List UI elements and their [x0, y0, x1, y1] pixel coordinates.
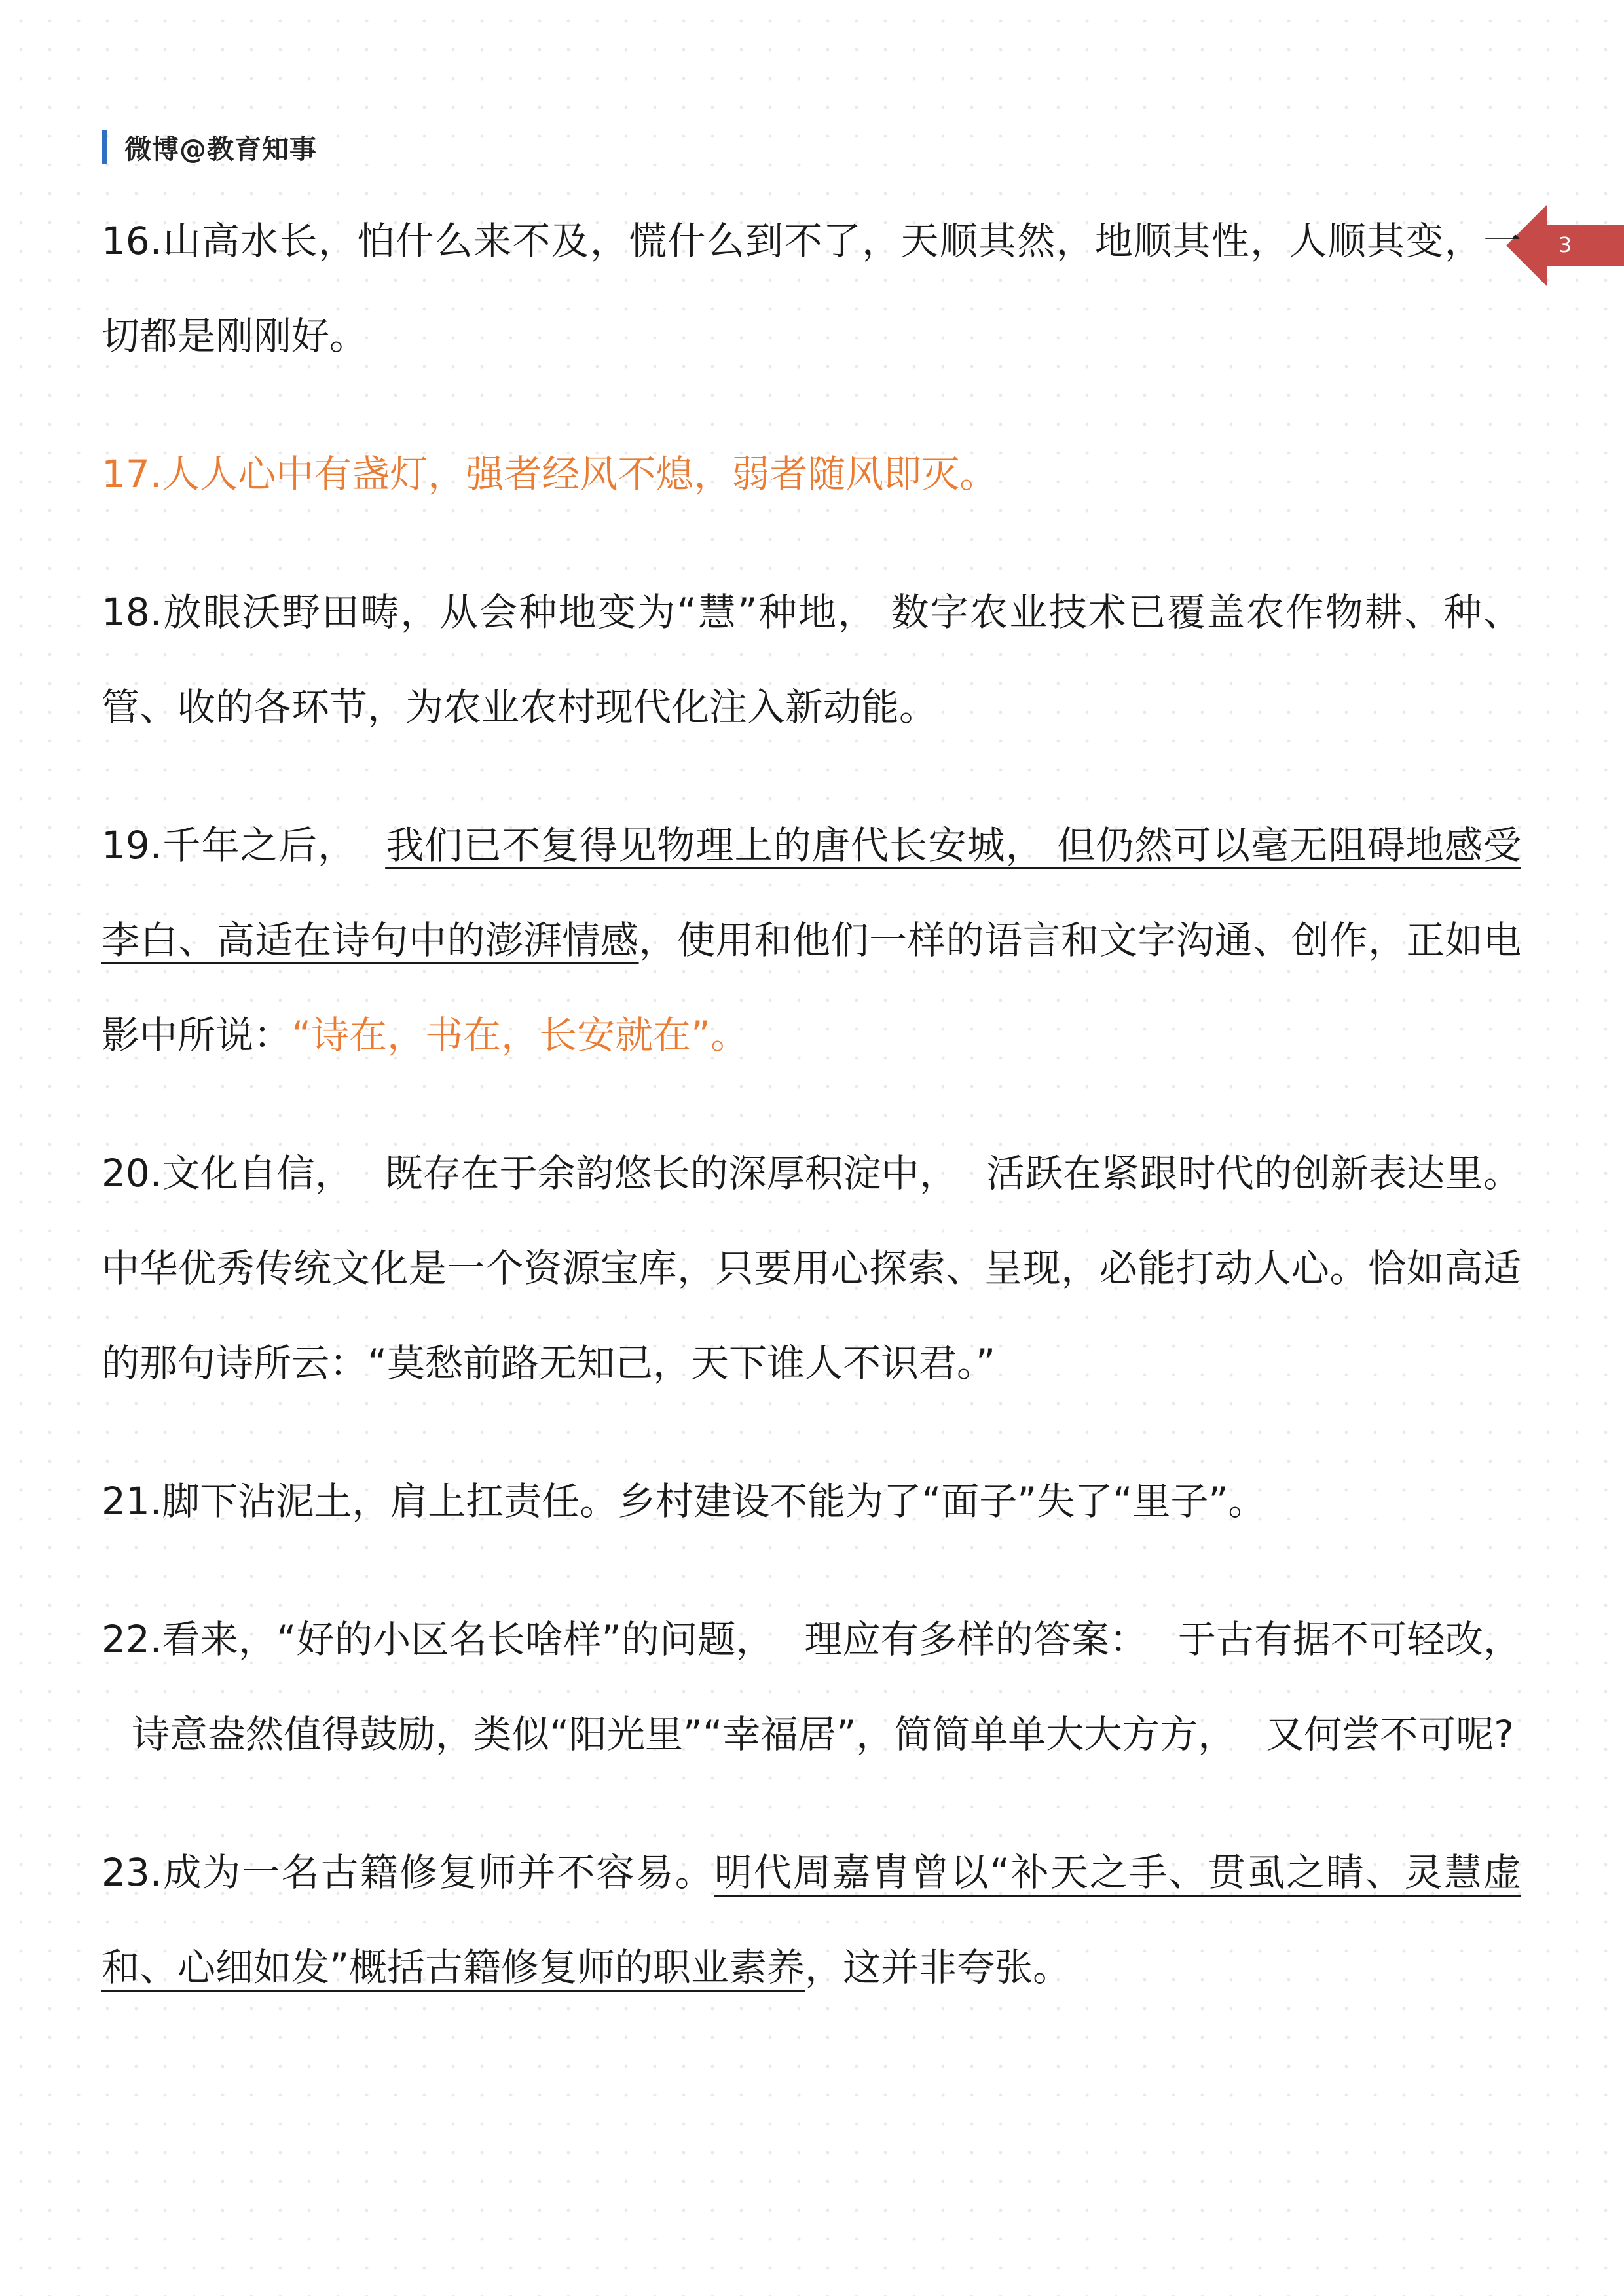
paragraph-20-part-b: 活跃在紧跟时代的创新表达里。中华优秀传统文化是一个资源宝库，只要用心探索、呈现，必能打动人心。恰如高适的那句诗所云：“莫愁前路无知己，天下谁人不识君。”: [101, 1151, 1521, 1385]
paragraph-17: 17.人人心中有盏灯，强者经风不熄，弱者随风即灭。: [101, 452, 998, 496]
paragraph-19-middle: ，使用和他们一样的语言和文字沟通、创作，正如电影中所说：: [101, 918, 1521, 1057]
paragraph-22-part-a: 理应有多样的答案：: [804, 1617, 1148, 1662]
paragraph-19-quote: “诗在，书在，长安就在”。: [291, 1013, 749, 1057]
paragraph-22-num: 22.看来，“好的小区名长啥样”的问题，: [101, 1617, 775, 1662]
header-accent-bar: [102, 130, 107, 164]
paragraph-23: [101, 1825, 1521, 2015]
paragraph-22-part-c: 诗意盎然值得鼓励，类似“阳光里”“幸福居”，简简单单大大方方，: [132, 1712, 1236, 1757]
source-header: [102, 128, 317, 165]
paragraph-18: 18.放眼沃野田畴，从会种地变为“慧”种地， 数字农业技术已覆盖农作物耕、种、管、收的各环节，为农业农村现代化注入新动能。: [101, 590, 1521, 729]
paragraph-19-underlined: 我们已不复得见物理上的唐代长安城， 但仍然可以毫无阻碍地感受李白、高适在诗句中的澎湃情感: [101, 823, 1521, 962]
paragraph-23-lead: 23.成为一名古籍修复师并不容易。: [101, 1850, 714, 1895]
paragraph-22: [101, 1592, 1521, 1782]
paragraph-23-tail: ，这并非夸张。: [805, 1945, 1071, 1990]
source-label: 微博@教育知事: [124, 133, 317, 165]
paragraph-23-underlined: 明代周嘉胄曾以“补天之手、贯虱之睛、灵慧虚和、心细如发”概括古籍修复师的职业素养: [101, 1850, 1521, 1990]
paragraph-21: 21.脚下沾泥土，肩上扛责任。乡村建设不能为了“面子”失了“里子”。: [101, 1479, 1266, 1523]
page-number: 3: [1558, 232, 1572, 257]
paragraph-19: [101, 798, 1521, 1083]
paragraph-19-lead: 19.千年之后，: [101, 823, 357, 867]
paragraph-22-part-d: 又何尝不可呢?: [1266, 1712, 1514, 1757]
paragraph-20: [101, 1126, 1521, 1411]
page-number-badge: [1506, 204, 1624, 287]
paragraph-16: 16.山高水长，怕什么来不及，慌什么到不了，天顺其然，地顺其性，人顺其变，一切都是刚刚好。: [101, 219, 1521, 358]
quote-list: [101, 194, 1521, 2058]
paragraph-20-num: 20.文化自信，: [101, 1151, 354, 1195]
paragraph-22-part-b: 于古有据不可轻改，: [1177, 1617, 1521, 1662]
paragraph-20-part-a: 既存在于余韵悠长的深厚积淀中，: [384, 1151, 958, 1195]
